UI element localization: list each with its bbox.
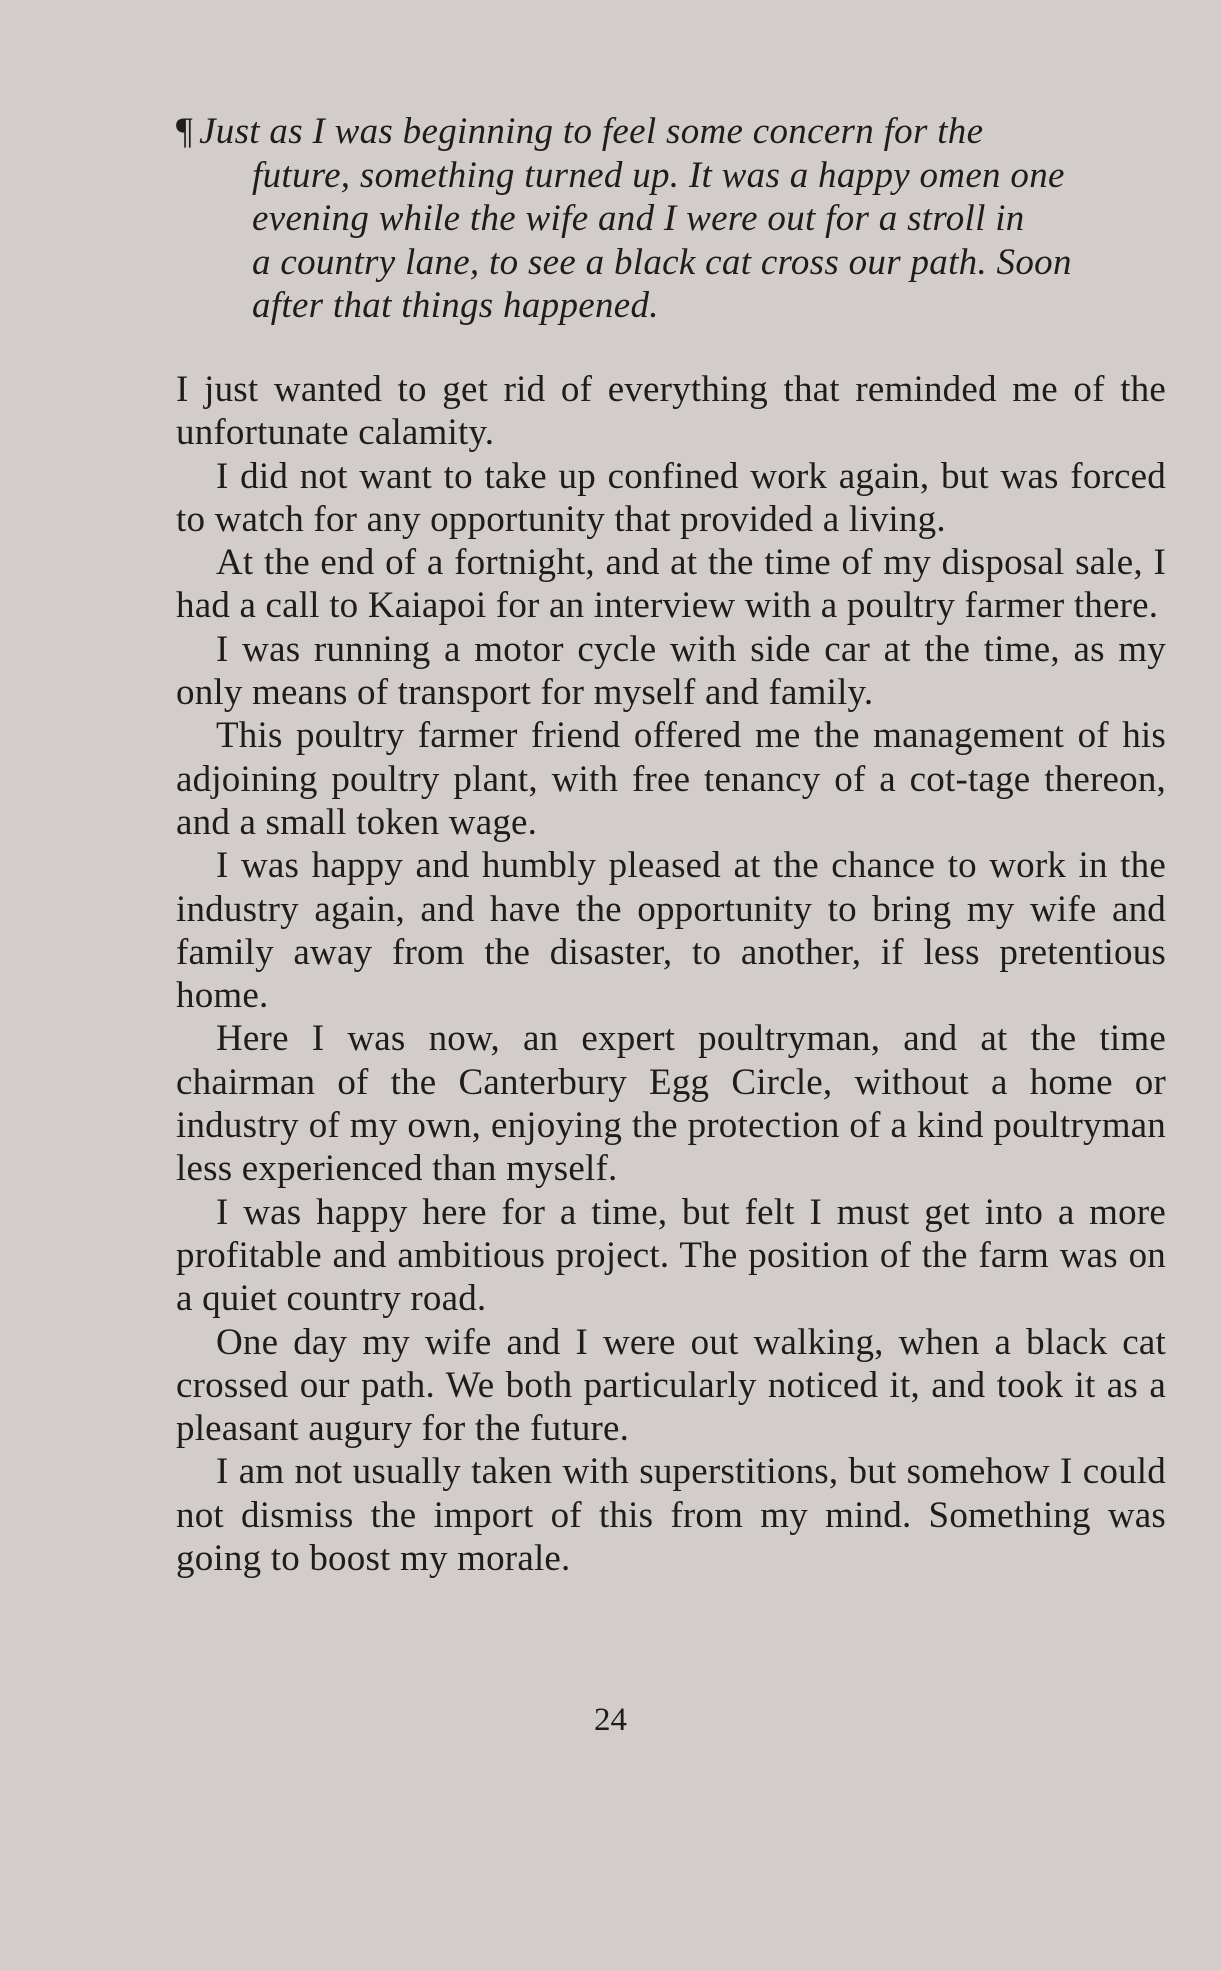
paragraph: One day my wife and I were out walking, when a black cat crossed our path. We both particularly noticed it, and took it as a pleasant augury for the future. xyxy=(176,1321,1166,1450)
paragraph: At the end of a fortnight, and at the time of my disposal sale, I had a call to Kaiapoi for an interview with a poultry farmer there. xyxy=(176,542,1166,627)
intro-line: ¶ Just as I was beginning to feel some concern for the xyxy=(176,111,984,152)
paragraph: This poultry farmer friend offered me the management of his adjoining poultry plant, with free tenancy of a cot-tage thereon, and a small token wage. xyxy=(176,715,1166,843)
paragraph: I am not usually taken with superstitions, but somehow I could not dismiss the import of this from my mind. Something was going to boost my morale. xyxy=(176,1451,1166,1580)
italic-intro xyxy=(176,110,1161,328)
paragraph: I did not want to take up confined work again, but was forced to watch for any opportunity that provided a living. xyxy=(176,455,1166,540)
body-text xyxy=(176,368,1166,1580)
pilcrow-mark: ¶ xyxy=(176,111,194,152)
paragraph: I just wanted to get rid of everything that reminded me of the unfortunate calamity. xyxy=(176,369,1166,454)
intro-line: after that things happened. xyxy=(252,285,659,326)
paragraph: I was happy here for a time, but felt I must get into a more profitable and ambitious project. The position of the farm was on a quiet country road. xyxy=(176,1191,1166,1320)
intro-line: future, something turned up. It was a happy omen one xyxy=(252,154,1065,196)
intro-line: evening while the wife and I were out for a stroll in xyxy=(252,198,1025,239)
intro-line: a country lane, to see a black cat cross our path. Soon xyxy=(252,241,1072,283)
paragraph: Here I was now, an expert poultryman, and at the time chairman of the Canterbury Egg Circle, without a home or industry of my own, enjoying the protection of a kind poultryman less experienced than myself. xyxy=(176,1018,1166,1190)
page-number: 24 xyxy=(594,1702,627,1738)
paragraph: I was happy and humbly pleased at the chance to work in the industry again, and have the opportunity to bring my wife and family away from the disaster, to another, if less pretentious home. xyxy=(176,845,1166,1017)
paragraph: I was running a motor cycle with side car at the time, as my only means of transport for myself and family. xyxy=(176,628,1166,714)
